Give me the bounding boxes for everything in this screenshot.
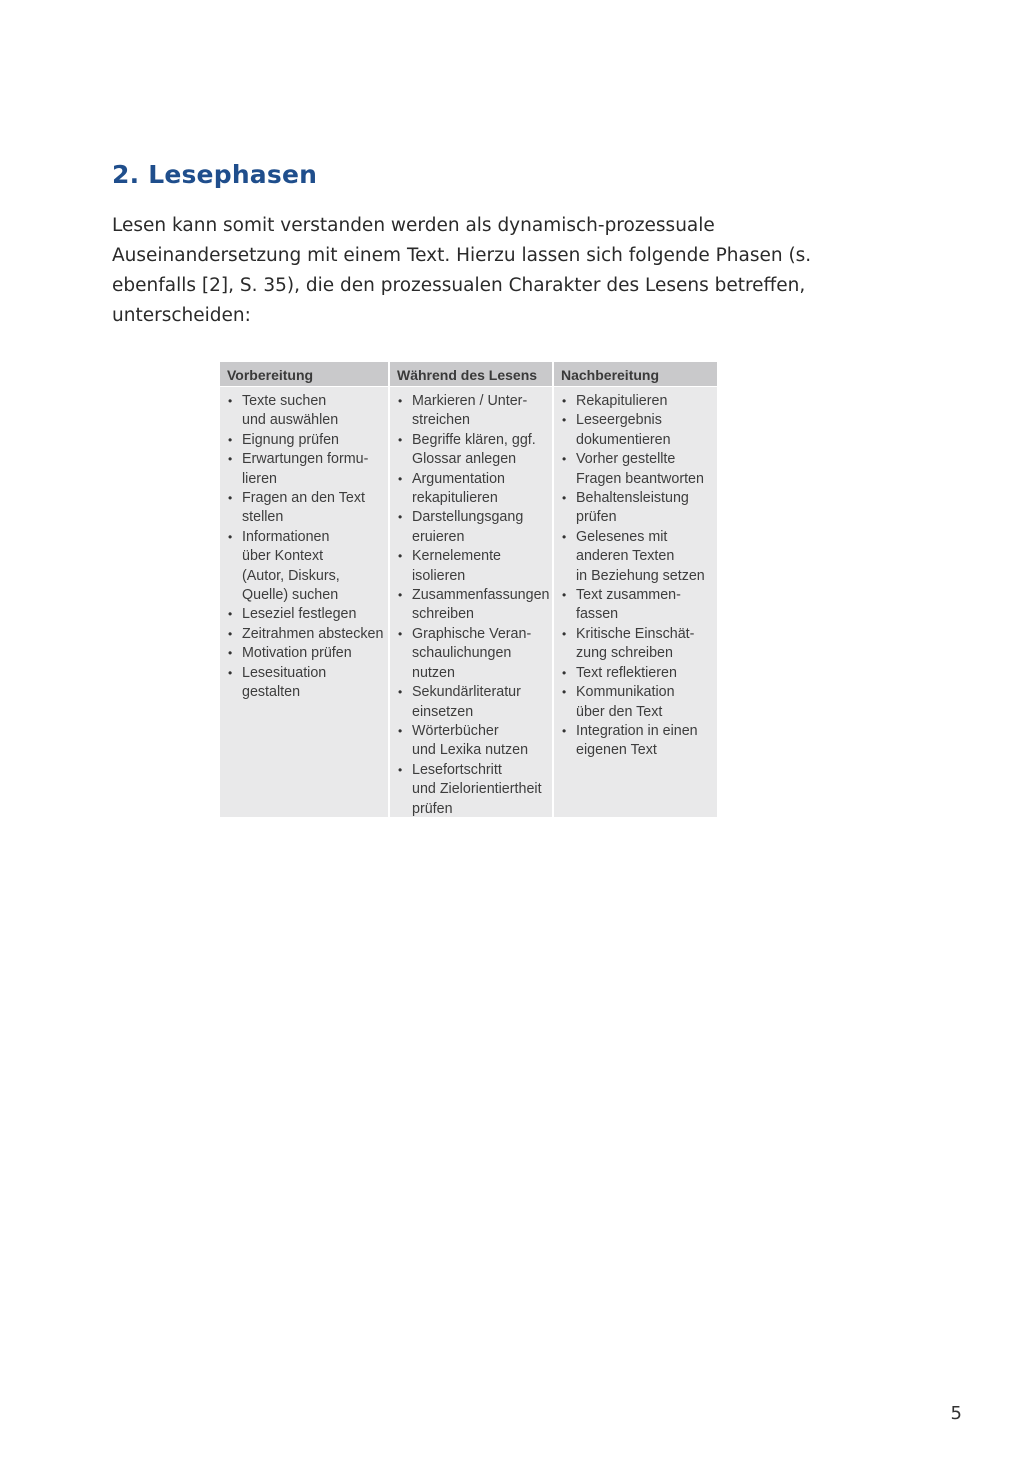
list-item-text: Kernelemente [412,548,502,565]
bullet-icon: • [562,685,567,700]
list-item [220,489,388,528]
list-item-text: Lesesituation [242,664,327,681]
reading-phases-table [220,362,717,817]
bullet-icon: • [562,723,567,738]
bullet-icon: • [562,413,567,428]
list-item-text: Informationen [242,528,330,545]
list-item-text: und Lexika nutzen [412,742,529,759]
list-item-text: schaulichungen [412,645,512,662]
list-item [390,761,552,819]
bullet-icon: • [228,529,233,544]
bullet-icon: • [562,491,567,506]
bullet-icon: • [398,549,403,564]
list-item-text: nutzen [412,664,455,681]
list-item-text: Fragen beantworten [576,470,704,487]
list-item-text: Gelesenes mit [576,528,668,545]
list-item-text: rekapitulieren [412,490,498,507]
list-item [554,722,717,761]
page-number: 5 [950,1403,962,1424]
column-header: Vorbereitung [220,362,388,387]
list-item-text: über Kontext [242,548,324,565]
list-item-text: Zeitrahmen abstecken [242,625,384,642]
list-item-text: Text reflektieren [576,664,677,681]
intro-line: Lesen kann somit verstanden werden als dynamisch-prozessuale [112,215,715,236]
bullet-icon: • [562,394,567,408]
phase-list [554,387,717,761]
list-item-text: stellen [242,509,284,526]
list-item [390,508,552,547]
list-item-text: Sekundärliteratur [412,684,521,701]
column-vorbereitung [220,362,390,817]
list-item-text: Vorher gestellte [576,451,676,468]
list-item [554,683,717,722]
column-waehrend-des-lesens [390,362,554,817]
list-item [554,625,717,664]
list-item-text: einsetzen [412,703,474,720]
list-item-text: Eignung prüfen [242,431,339,448]
list-item-text: Darstellungsgang [412,509,524,526]
intro-line: unterscheiden: [112,305,251,326]
bullet-icon: • [228,646,233,661]
list-item [554,392,717,411]
bullet-icon: • [228,607,233,622]
list-item [554,664,717,683]
list-item-text: schreiben [412,606,474,623]
list-item-text: isolieren [412,567,466,584]
list-item-text: Leseergebnis [576,412,662,429]
list-item-text: Kritische Einschät- [576,625,695,642]
list-item-text: Lesefortschritt [412,761,502,778]
list-item-text: Graphische Veran- [412,625,532,642]
list-item-text: Wörterbücher [412,722,499,739]
phase-list [390,387,552,819]
list-item [390,431,552,470]
list-item-text: prüfen [576,509,617,526]
list-item-text: Erwartungen formu- [242,451,369,468]
list-item-text: und auswählen [242,412,339,429]
intro-line: ebenfalls [2], S. 35), die den prozessualen Charakter des Lesens betreffen, [112,275,806,296]
list-item [554,411,717,450]
list-item-text: zung schreiben [576,645,673,662]
bullet-icon: • [562,588,567,603]
list-item-text: anderen Texten [576,548,675,565]
list-item-text: Markieren / Unter- [412,393,528,409]
bullet-icon: • [228,626,233,641]
bullet-icon: • [562,529,567,544]
list-item-text: Argumentation [412,470,505,487]
list-item [220,664,388,703]
bullet-icon: • [228,491,233,506]
list-item [554,489,717,528]
list-item [390,470,552,509]
bullet-icon: • [398,723,403,738]
list-item [390,722,552,761]
bullet-icon: • [228,394,233,408]
list-item-text: Kommunikation [576,684,675,701]
list-item [390,547,552,586]
column-nachbereitung [554,362,717,817]
list-item-text: Begriffe klären, ggf. [412,431,536,448]
column-header: Während des Lesens [390,362,552,387]
list-item-text: prüfen [412,800,453,817]
list-item-text: und Zielorientiertheit [412,781,542,798]
list-item-text: (Autor, Diskurs, [242,567,340,584]
list-item [220,431,388,450]
list-item-text: Glossar anlegen [412,451,517,468]
bullet-icon: • [398,685,403,700]
list-item-text: eruieren [412,528,465,545]
bullet-icon: • [228,665,233,680]
section-heading: 2. Lesephasen [112,160,318,189]
list-item-text: Rekapitulieren [576,393,668,409]
list-item-text: fassen [576,606,619,623]
intro-line: Auseinandersetzung mit einem Text. Hierzu lassen sich folgende Phasen (s. [112,245,812,266]
bullet-icon: • [562,452,567,467]
bullet-icon: • [228,432,233,447]
list-item-text: Zusammenfassungen [412,587,550,604]
list-item [390,683,552,722]
list-item [390,625,552,683]
list-item [554,528,717,586]
bullet-icon: • [228,452,233,467]
list-item-text: Fragen an den Text [242,490,365,507]
list-item-text: Quelle) suchen [242,587,339,604]
list-item [554,586,717,625]
list-item [220,450,388,489]
list-item-text: eigenen Text [576,742,657,759]
bullet-icon: • [398,432,403,447]
list-item-text: Leseziel festlegen [242,606,357,623]
bullet-icon: • [398,626,403,641]
bullet-icon: • [562,665,567,680]
list-item-text: Behaltensleistung [576,490,689,507]
bullet-icon: • [562,626,567,641]
list-item [220,528,388,606]
list-item [390,586,552,625]
list-item-text: Text zusammen- [576,587,681,604]
list-item-text: streichen [412,412,471,429]
list-item-text: gestalten [242,684,301,701]
list-item [220,605,388,624]
bullet-icon: • [398,471,403,486]
list-item-text: Motivation prüfen [242,645,352,662]
list-item [390,392,552,431]
bullet-icon: • [398,394,403,408]
list-item-text: Texte suchen [242,393,327,409]
list-item [220,392,388,431]
intro-paragraph [112,211,872,331]
bullet-icon: • [398,510,403,525]
list-item-text: Integration in einen [576,722,698,739]
list-item-text: dokumentieren [576,431,671,448]
list-item-text: über den Text [576,703,663,720]
list-item [220,644,388,663]
list-item [220,625,388,644]
phase-list [220,387,388,703]
list-item-text: in Beziehung setzen [576,567,705,584]
list-item [554,450,717,489]
bullet-icon: • [398,762,403,777]
column-header: Nachbereitung [554,362,717,387]
bullet-icon: • [398,588,403,603]
list-item-text: lieren [242,470,277,487]
